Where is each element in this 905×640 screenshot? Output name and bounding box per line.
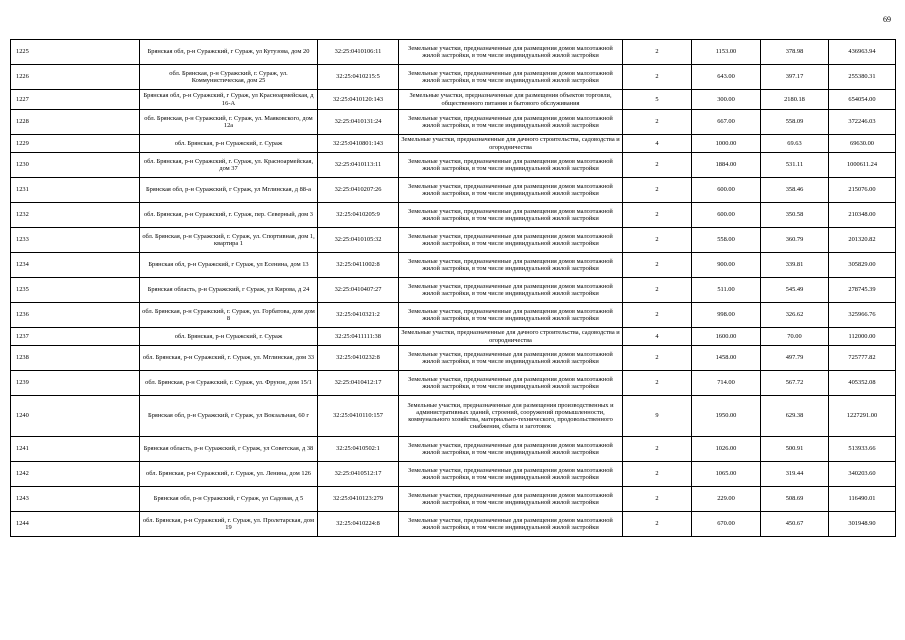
- cadastral-value-cell: 372246.03: [829, 110, 896, 135]
- area-cell: 643.00: [692, 65, 761, 90]
- table-row: [11, 437, 896, 462]
- cadastral-number-cell: 32:25:0410131:24: [318, 110, 399, 135]
- cadastral-value-cell: 301948.90: [829, 512, 896, 537]
- cadastral-value-cell: 210348.00: [829, 203, 896, 228]
- area-cell: 511.00: [692, 278, 761, 303]
- row-number: 1231: [11, 178, 140, 203]
- row-number: 1237: [11, 328, 140, 346]
- land-use-cell: Земельные участки, предназначенные для размещения домов малоэтажной жилой застройки, в том числе индивидуальной жилой застройки: [399, 462, 623, 487]
- cadastral-value-cell: 340203.60: [829, 462, 896, 487]
- row-number: 1228: [11, 110, 140, 135]
- address-cell: Брянская обл, р-н Суражский, г Сураж, ул Есенина, дом 13: [140, 253, 318, 278]
- area-cell: 1153.00: [692, 40, 761, 65]
- group-cell: 2: [623, 203, 692, 228]
- area-cell: 229.00: [692, 487, 761, 512]
- address-cell: обл. Брянская, р-н Суражский, г. Сураж, ул. Мглинская, дом 33: [140, 346, 318, 371]
- cadastral-number-cell: 32:25:0410113:11: [318, 153, 399, 178]
- cadastral-value-cell: 69630.00: [829, 135, 896, 153]
- row-number: 1233: [11, 228, 140, 253]
- group-cell: 2: [623, 437, 692, 462]
- group-cell: 2: [623, 65, 692, 90]
- address-cell: Брянская обл, р-н Суражский, г Сураж, ул Мглинская, д 88-а: [140, 178, 318, 203]
- cadastral-number-cell: 32:25:0410105:32: [318, 228, 399, 253]
- cadastral-number-cell: 32:25:0410512:17: [318, 462, 399, 487]
- row-number: 1227: [11, 90, 140, 110]
- specific-value-cell: 397.17: [761, 65, 829, 90]
- cadastral-number-cell: 32:25:0410502:1: [318, 437, 399, 462]
- address-cell: Брянская область, р-н Суражский, г Сураж, ул Советская, д 38: [140, 437, 318, 462]
- land-use-cell: Земельные участки, предназначенные для дачного строительства, садоводства и огородничества: [399, 328, 623, 346]
- specific-value-cell: 319.44: [761, 462, 829, 487]
- cadastral-value-cell: 1000611.24: [829, 153, 896, 178]
- group-cell: 2: [623, 228, 692, 253]
- row-number: 1232: [11, 203, 140, 228]
- area-cell: 1458.00: [692, 346, 761, 371]
- cadastral-value-cell: 513933.66: [829, 437, 896, 462]
- land-use-cell: Земельные участки, предназначенные для размещения домов малоэтажной жилой застройки, в том числе индивидуальной жилой застройки: [399, 278, 623, 303]
- cadastral-number-cell: 32:25:0410205:9: [318, 203, 399, 228]
- page-number: 69: [883, 15, 891, 24]
- cadastral-value-cell: 116490.01: [829, 487, 896, 512]
- specific-value-cell: 339.81: [761, 253, 829, 278]
- group-cell: 2: [623, 40, 692, 65]
- cadastral-value-cell: 725777.82: [829, 346, 896, 371]
- address-cell: Брянская обл, р-н Суражский, г Сураж, ул Вокзальная, 60 г: [140, 396, 318, 437]
- group-cell: 4: [623, 135, 692, 153]
- group-cell: 4: [623, 328, 692, 346]
- cadastral-value-cell: 112000.00: [829, 328, 896, 346]
- land-use-cell: Земельные участки, предназначенные для размещения домов малоэтажной жилой застройки, в том числе индивидуальной жилой застройки: [399, 512, 623, 537]
- land-use-cell: Земельные участки, предназначенные для размещения домов малоэтажной жилой застройки, в том числе индивидуальной жилой застройки: [399, 40, 623, 65]
- cadastral-number-cell: 32:25:0410207:26: [318, 178, 399, 203]
- area-cell: 1065.00: [692, 462, 761, 487]
- specific-value-cell: 326.62: [761, 303, 829, 328]
- land-use-cell: Земельные участки, предназначенные для размещения домов малоэтажной жилой застройки, в том числе индивидуальной жилой застройки: [399, 110, 623, 135]
- cadastral-number-cell: 32:25:0410215:5: [318, 65, 399, 90]
- table-row: [11, 512, 896, 537]
- area-cell: 1884.00: [692, 153, 761, 178]
- table-row: [11, 396, 896, 437]
- land-use-cell: Земельные участки, предназначенные для размещения домов малоэтажной жилой застройки, в том числе индивидуальной жилой застройки: [399, 371, 623, 396]
- table-row: [11, 203, 896, 228]
- group-cell: 2: [623, 303, 692, 328]
- land-use-cell: Земельные участки, предназначенные для размещения домов малоэтажной жилой застройки, в том числе индивидуальной жилой застройки: [399, 228, 623, 253]
- specific-value-cell: 450.67: [761, 512, 829, 537]
- address-cell: обл. Брянская, р-н Суражский, г. Сураж, ул. Фрунзе, дом 15/1: [140, 371, 318, 396]
- address-cell: обл. Брянская, р-н Суражский, г. Сураж: [140, 135, 318, 153]
- address-cell: Брянская обл, р-н Суражский, г Сураж, ул Красноармейская, д 16-А: [140, 90, 318, 110]
- table-row: [11, 110, 896, 135]
- address-cell: обл. Брянская, р-н Суражский, г. Сураж: [140, 328, 318, 346]
- cadastral-value-cell: 201320.82: [829, 228, 896, 253]
- group-cell: 2: [623, 512, 692, 537]
- cadastral-value-cell: 654054.00: [829, 90, 896, 110]
- land-use-cell: Земельные участки, предназначенные для дачного строительства, садоводства и огородничества: [399, 135, 623, 153]
- area-cell: 600.00: [692, 178, 761, 203]
- table-row: [11, 462, 896, 487]
- specific-value-cell: 558.09: [761, 110, 829, 135]
- table-row: [11, 303, 896, 328]
- cadastral-value-cell: 215076.00: [829, 178, 896, 203]
- cadastral-number-cell: 32:25:0410120:143: [318, 90, 399, 110]
- row-number: 1234: [11, 253, 140, 278]
- land-use-cell: Земельные участки, предназначенные для размещения домов малоэтажной жилой застройки, в том числе индивидуальной жилой застройки: [399, 203, 623, 228]
- row-number: 1226: [11, 65, 140, 90]
- area-cell: 1026.00: [692, 437, 761, 462]
- group-cell: 2: [623, 462, 692, 487]
- specific-value-cell: 2180.18: [761, 90, 829, 110]
- land-use-cell: Земельные участки, предназначенные для размещения домов малоэтажной жилой застройки, в том числе индивидуальной жилой застройки: [399, 303, 623, 328]
- row-number: 1244: [11, 512, 140, 537]
- area-cell: 1600.00: [692, 328, 761, 346]
- land-use-cell: Земельные участки, предназначенные для размещения производственных и административных зданий, строений, сооружений промышленности, коммунального хозяйства, материально-технического, продовольственного снабжения, сбыта и заготовок: [399, 396, 623, 437]
- specific-value-cell: 531.11: [761, 153, 829, 178]
- land-use-cell: Земельные участки, предназначенные для размещения объектов торговли, общественного питания и бытового обслуживания: [399, 90, 623, 110]
- group-cell: 2: [623, 110, 692, 135]
- specific-value-cell: 69.63: [761, 135, 829, 153]
- table-row: [11, 65, 896, 90]
- land-use-cell: Земельные участки, предназначенные для размещения домов малоэтажной жилой застройки, в том числе индивидуальной жилой застройки: [399, 178, 623, 203]
- group-cell: 5: [623, 90, 692, 110]
- cadastral-number-cell: 32:25:0410224:8: [318, 512, 399, 537]
- land-use-cell: Земельные участки, предназначенные для размещения домов малоэтажной жилой застройки, в том числе индивидуальной жилой застройки: [399, 487, 623, 512]
- table-row: [11, 178, 896, 203]
- cadastral-value-cell: 255380.31: [829, 65, 896, 90]
- row-number: 1241: [11, 437, 140, 462]
- table-row: [11, 487, 896, 512]
- cadastral-number-cell: 32:25:0410123:279: [318, 487, 399, 512]
- cadastral-value-cell: 305829.00: [829, 253, 896, 278]
- row-number: 1242: [11, 462, 140, 487]
- address-cell: Брянская обл, р-н Суражский, г Сураж, ул Кутузова, дом 20: [140, 40, 318, 65]
- table-row: [11, 328, 896, 346]
- table-row: [11, 371, 896, 396]
- cadastral-number-cell: 32:25:0410106:11: [318, 40, 399, 65]
- specific-value-cell: 567.72: [761, 371, 829, 396]
- specific-value-cell: 500.91: [761, 437, 829, 462]
- row-number: 1235: [11, 278, 140, 303]
- cadastral-number-cell: 32:25:0411002:8: [318, 253, 399, 278]
- row-number: 1240: [11, 396, 140, 437]
- group-cell: 2: [623, 278, 692, 303]
- cadastral-number-cell: 32:25:0410321:2: [318, 303, 399, 328]
- cadastral-value-cell: 436963.94: [829, 40, 896, 65]
- specific-value-cell: 360.79: [761, 228, 829, 253]
- address-cell: обл. Брянская, р-н Суражский, г. Сураж, ул. Горбатова, дом дом 8: [140, 303, 318, 328]
- address-cell: обл. Брянская, р-н Суражский, г. Сураж, ул. Коммунистическая, дом 25: [140, 65, 318, 90]
- table-row: [11, 153, 896, 178]
- row-number: 1243: [11, 487, 140, 512]
- area-cell: 558.00: [692, 228, 761, 253]
- area-cell: 300.00: [692, 90, 761, 110]
- area-cell: 667.00: [692, 110, 761, 135]
- area-cell: 1950.00: [692, 396, 761, 437]
- cadastral-value-cell: 405352.08: [829, 371, 896, 396]
- area-cell: 900.00: [692, 253, 761, 278]
- cadastral-value-cell: 278745.39: [829, 278, 896, 303]
- specific-value-cell: 70.00: [761, 328, 829, 346]
- address-cell: обл. Брянская, р-н Суражский, г. Сураж, ул. Пролетарская, дом 19: [140, 512, 318, 537]
- area-cell: 714.00: [692, 371, 761, 396]
- table-row: [11, 135, 896, 153]
- specific-value-cell: 508.69: [761, 487, 829, 512]
- area-cell: 670.00: [692, 512, 761, 537]
- row-number: 1239: [11, 371, 140, 396]
- table-row: [11, 253, 896, 278]
- land-use-cell: Земельные участки, предназначенные для размещения домов малоэтажной жилой застройки, в том числе индивидуальной жилой застройки: [399, 346, 623, 371]
- group-cell: 2: [623, 346, 692, 371]
- area-cell: 1000.00: [692, 135, 761, 153]
- group-cell: 2: [623, 371, 692, 396]
- table-row: [11, 278, 896, 303]
- cadastral-number-cell: 32:25:0410801:143: [318, 135, 399, 153]
- cadastral-number-cell: 32:25:0410407:27: [318, 278, 399, 303]
- area-cell: 998.00: [692, 303, 761, 328]
- table-row: [11, 90, 896, 110]
- address-cell: обл. Брянская, р-н Суражский, г. Сураж, ул. Маяковского, дом 12а: [140, 110, 318, 135]
- land-use-cell: Земельные участки, предназначенные для размещения домов малоэтажной жилой застройки, в том числе индивидуальной жилой застройки: [399, 437, 623, 462]
- group-cell: 2: [623, 153, 692, 178]
- table-row: [11, 40, 896, 65]
- group-cell: 9: [623, 396, 692, 437]
- address-cell: Брянская область, р-н Суражский, г Сураж, ул Кирова, д 24: [140, 278, 318, 303]
- table-row: [11, 346, 896, 371]
- cadastral-value-cell: 1227291.00: [829, 396, 896, 437]
- address-cell: обл. Брянская, р-н Суражский, г. Сураж, ул. Красноармейская, дом 37: [140, 153, 318, 178]
- specific-value-cell: 629.38: [761, 396, 829, 437]
- row-number: 1236: [11, 303, 140, 328]
- table-row: [11, 228, 896, 253]
- land-use-cell: Земельные участки, предназначенные для размещения домов малоэтажной жилой застройки, в том числе индивидуальной жилой застройки: [399, 153, 623, 178]
- specific-value-cell: 350.58: [761, 203, 829, 228]
- area-cell: 600.00: [692, 203, 761, 228]
- specific-value-cell: 545.49: [761, 278, 829, 303]
- land-use-cell: Земельные участки, предназначенные для размещения домов малоэтажной жилой застройки, в том числе индивидуальной жилой застройки: [399, 253, 623, 278]
- specific-value-cell: 497.79: [761, 346, 829, 371]
- cadastral-number-cell: 32:25:0411111:38: [318, 328, 399, 346]
- group-cell: 2: [623, 178, 692, 203]
- address-cell: обл. Брянская, р-н Суражский, г. Сураж, пер. Северный, дом 3: [140, 203, 318, 228]
- row-number: 1230: [11, 153, 140, 178]
- land-use-cell: Земельные участки, предназначенные для размещения домов малоэтажной жилой застройки, в том числе индивидуальной жилой застройки: [399, 65, 623, 90]
- row-number: 1225: [11, 40, 140, 65]
- specific-value-cell: 358.46: [761, 178, 829, 203]
- address-cell: обл. Брянская, р-н Суражский, г. Сураж, ул. Спортивная, дом 1, квартира 1: [140, 228, 318, 253]
- cadastral-number-cell: 32:25:0410110:157: [318, 396, 399, 437]
- row-number: 1229: [11, 135, 140, 153]
- cadastral-number-cell: 32:25:0410232:8: [318, 346, 399, 371]
- group-cell: 2: [623, 253, 692, 278]
- cadastral-number-cell: 32:25:0410412:17: [318, 371, 399, 396]
- address-cell: обл. Брянская, р-н Суражский, г. Сураж, ул. Ленина, дом 126: [140, 462, 318, 487]
- group-cell: 2: [623, 487, 692, 512]
- row-number: 1238: [11, 346, 140, 371]
- address-cell: Брянская обл, р-н Суражский, г Сураж, ул Садовая, д 5: [140, 487, 318, 512]
- cadastral-value-cell: 325966.76: [829, 303, 896, 328]
- specific-value-cell: 378.98: [761, 40, 829, 65]
- cadastral-value-table: [10, 39, 896, 537]
